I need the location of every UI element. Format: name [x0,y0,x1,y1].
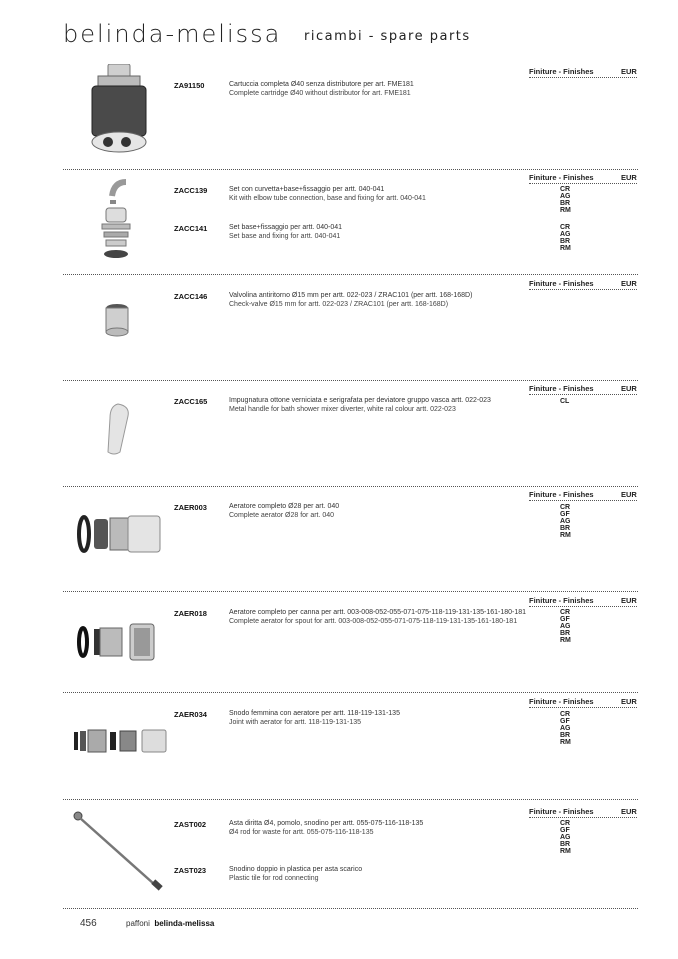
item-code: ZACC146 [174,292,208,301]
page-number: 456 [80,918,97,929]
finishes-label: Finiture - Finishes [529,67,594,76]
item-description [229,710,529,727]
item-description [229,866,529,883]
item-description [229,186,529,203]
item-code: ZA91150 [174,81,205,90]
desc-en: Complete aerator for spout for artt. 003-008-052-055-071-075-118-119-131-135-161-180-181 [229,617,518,625]
finish-code: BR [560,238,571,245]
finish-code: BR [560,525,571,532]
finish-code: AG [560,518,571,525]
finishes-list [560,504,576,539]
brand-name: belinda-melissa [154,919,215,928]
finish-code: AG [560,623,571,630]
item-code: ZAER018 [174,609,207,618]
finish-code: AG [560,834,571,841]
item-description [229,224,529,241]
footer-brand [126,919,214,928]
cartridge-image [86,64,154,160]
section-divider [63,486,638,487]
aerator-image [76,512,162,556]
desc-en: Ø4 rod for waste for artt. 055-075-116-118-135 [229,828,374,836]
item-description [229,503,529,520]
page-title: belinda-melissa [63,20,282,48]
item-code: ZAST023 [174,866,207,875]
finish-code: AG [560,231,571,238]
section-divider [63,169,638,170]
desc-it: Snodino doppio in plastica per asta scarico [229,866,363,873]
finish-code: RM [560,532,571,539]
section-divider [63,380,638,381]
item-description [229,609,529,626]
desc-it: Asta diritta Ø4, pomolo, snodino per artt. 055-075-116-118-135 [229,820,424,827]
desc-it: Snodo femmina con aeratore per artt. 118-119-131-135 [229,710,400,717]
check-valve-image [103,302,131,340]
item-code: ZACC141 [174,224,208,233]
item-code: ZACC139 [174,186,208,195]
section-divider [63,274,638,275]
finish-code: RM [560,739,571,746]
item-code: ZAER003 [174,503,207,512]
finish-code: RM [560,207,571,214]
spout-aerator-image [76,620,162,664]
handle-image [98,402,138,456]
finishes-list [560,609,576,644]
desc-it: Cartuccia completa Ø40 senza distributore per art. FME181 [229,81,414,88]
finish-code: CR [560,504,571,511]
desc-it: Aeratore completo per canna per artt. 003-008-052-055-071-075-118-119-131-135-161-180-181 [229,609,527,616]
desc-en: Complete cartridge Ø40 without distributor for art. FME181 [229,89,411,97]
finish-code: CR [560,186,571,193]
joint-aerator-image [72,728,168,754]
finish-code: RM [560,245,571,252]
finish-code: BR [560,630,571,637]
finishes-list [560,224,576,252]
desc-en: Complete aerator Ø28 for art. 040 [229,511,335,519]
item-description [229,397,529,414]
finishes-list [560,711,576,746]
finish-code: AG [560,193,571,200]
finish-code: CR [560,609,571,616]
finish-code: GF [560,827,570,834]
finishes-list [560,820,576,855]
finish-code: AG [560,725,571,732]
item-description [229,820,529,837]
finish-code: BR [560,200,571,207]
item-description [229,81,529,98]
section-divider [63,692,638,693]
desc-en: Plastic tile for rod connecting [229,874,319,882]
brand-prefix: paffoni [126,919,150,928]
eur-label: EUR [621,67,637,76]
section-divider [63,908,638,909]
desc-it: Set con curvetta+base+fissaggio per artt. 040-041 [229,186,385,193]
rod-image [72,810,168,894]
finish-code: CR [560,224,571,231]
finish-code: BR [560,841,571,848]
finish-code: RM [560,848,571,855]
desc-en: Metal handle for bath shower mixer diverter, white ral colour artt. 022-023 [229,405,456,413]
desc-it: Impugnatura ottone verniciata e serigrafata per deviatore gruppo vasca artt. 022-023 [229,397,491,404]
desc-it: Aeratore completo Ø28 per art. 040 [229,503,340,510]
finish-code: CR [560,711,571,718]
desc-en: Kit with elbow tube connection, base and fixing for artt. 040-041 [229,194,426,202]
finish-code: GF [560,511,570,518]
finishes-list [560,186,576,214]
finish-code: GF [560,616,570,623]
finish-code: CL [560,398,570,405]
item-code: ZACC165 [174,397,208,406]
finish-code: BR [560,732,571,739]
desc-en: Check-valve Ø15 mm for artt. 022-023 / ZRAC101 (per artt. 168-168D) [229,300,449,308]
item-description [229,292,519,309]
page-subtitle: ricambi - spare parts [304,29,471,44]
finish-code: CR [560,820,571,827]
desc-it: Valvolina antiritorno Ø15 mm per artt. 022-023 / ZRAC101 (per artt. 168-168D) [229,292,473,299]
desc-en: Joint with aerator for artt. 118-119-131-135 [229,718,362,726]
item-code: ZAER034 [174,710,207,719]
section-divider [63,799,638,800]
elbow-kit-image [100,178,136,264]
item-code: ZAST002 [174,820,207,829]
desc-en: Set base and fixing for artt. 040-041 [229,232,341,240]
finish-code: RM [560,637,571,644]
section-divider [63,591,638,592]
finishes-list [560,398,576,405]
finish-code: GF [560,718,570,725]
desc-it: Set base+fissaggio per artt. 040-041 [229,224,343,231]
